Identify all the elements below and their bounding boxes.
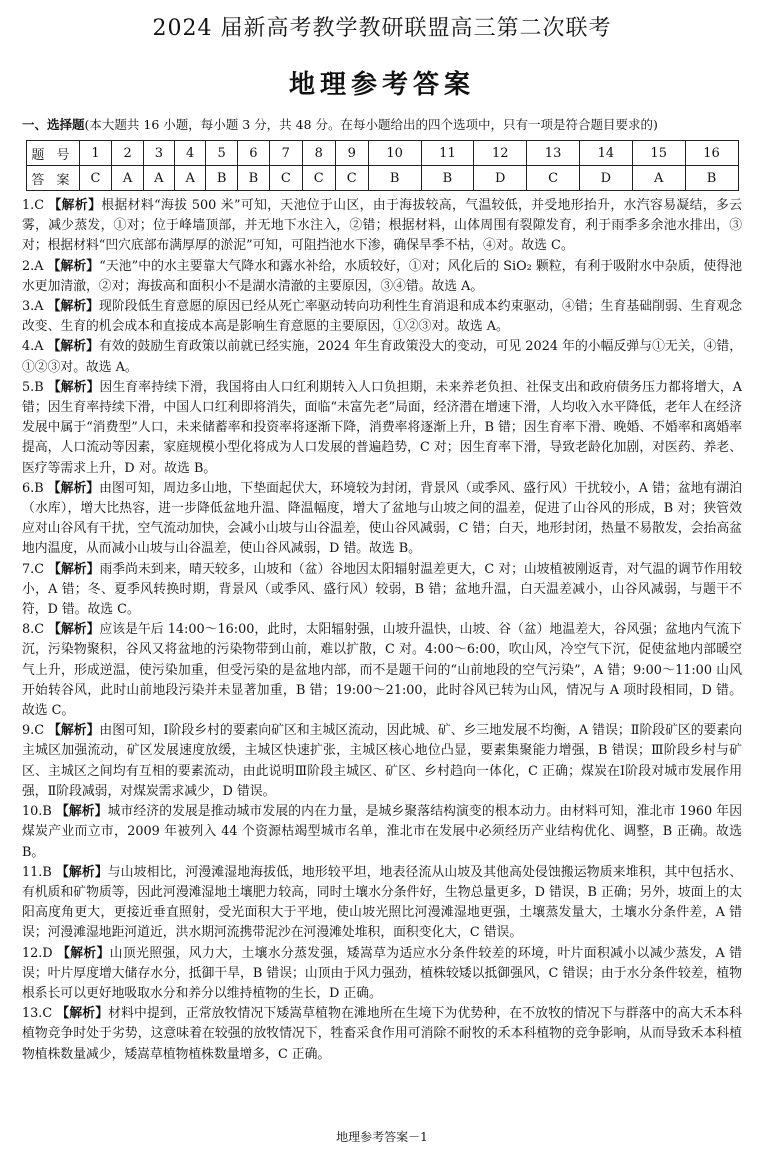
question-number-cell: 15: [632, 141, 685, 166]
item-text: 山顶光照强，风力大，土壤水分蒸发强，矮嵩草为适应水分条件较差的环境，叶片面积减小以减少蒸发，A 错误；叶片厚度增大储存水分，抵御干旱，B 错误；山顶由于风力强劲，植株较矮以抵御强风，C 错误；由于水分条件较差，植物根系长可以更好地吸取水分和养分以维持植物的生长，D 正确。: [22, 945, 743, 1001]
question-number-cell: 14: [579, 141, 632, 166]
question-number-cell: 3: [143, 141, 174, 166]
item-number: 2.A: [22, 258, 44, 274]
analysis-tag: 【解析】: [48, 723, 100, 739]
explanation-item: [22, 802, 742, 863]
explanation-item: [22, 560, 742, 621]
question-number-cell: 11: [421, 141, 474, 166]
item-number: 13.C: [22, 1006, 53, 1022]
analysis-tag: 【解析】: [55, 804, 108, 820]
explanation-item: [22, 337, 742, 377]
question-number-cell: 9: [335, 141, 368, 166]
section-note: (本大题共 16 小题，每小题 3 分，共 48 分。在每小题给出的四个选项中，只有一项是符合题目要求的): [84, 117, 658, 132]
section-heading: [22, 116, 742, 133]
question-number-cell: 12: [474, 141, 527, 166]
exam-title: 2024 届新高考教学教研联盟高三第二次联考: [152, 16, 612, 41]
explanation-item: [22, 1004, 742, 1065]
item-text: 由图可知，Ⅰ阶段乡村的要素向矿区和主城区流动，因此城、矿、乡三地发展不均衡，A 错误；Ⅱ阶段矿区的要素向主城区加强流动，矿区发展速度放缓，主城区快速扩张，主城区核心地位凸显，要素集聚能力增强，B 错误；Ⅲ阶段乡村与矿区、主城区之间均有互相的要素流动，由此说明Ⅲ阶段主城区、矿区、乡村趋向一体化，C 正确；煤炭在Ⅰ阶段对城市发展作用强，Ⅱ阶段减弱，对煤炭需求减少，D 错误。: [22, 723, 742, 799]
item-text: 应该是午后 14:00～16:00，此时，太阳辐射强，山坡升温快，山坡、谷（盆）地温差大，谷风强；盆地内气流下沉，污染物聚积，谷风又将盆地的污染物带到山前，难以扩散，C 对。4:00～6:00，吹山风，冷空气下沉，促使盆地内部暖空气上升，形成逆温，使污染加重，但受污染的是盆地内部，而不是题干问的“山前地段的空气污染”，A 错；9:00～11:00 山风开始转谷风，此时山前地段污染并未显著加重，B 错；19:00～21:00，此时谷风已转为山风，情况与 A 项时段相同，D 错。故选 C。: [22, 622, 743, 719]
question-number-cell: 8: [302, 141, 335, 166]
analysis-tag: 【解析】: [47, 339, 99, 355]
analysis-tag: 【解析】: [55, 864, 108, 880]
analysis-tag: 【解析】: [48, 622, 100, 638]
analysis-tag: 【解析】: [57, 945, 110, 961]
answer-cell: A: [175, 166, 206, 191]
explanation-item: [22, 479, 742, 560]
document-title: 地理参考答案: [288, 70, 475, 100]
answer-table: [26, 140, 739, 191]
answer-cell: C: [302, 166, 335, 191]
item-text: “天池”中的水主要靠大气降水和露水补给，水质较好，①对；风化后的 SiO₂ 颗粒，有利于吸附水中杂质，使得池水更加清澈，②对；海拔高和面积小不是湖水清澈的主要原因，③④错。故选 A。: [22, 258, 743, 294]
analysis-tag: 【解析】: [48, 561, 100, 577]
analysis-tag: 【解析】: [47, 299, 100, 315]
item-number: 8.C: [22, 622, 45, 638]
explanation-item: [22, 944, 742, 1005]
analysis-tag: 【解析】: [47, 258, 100, 274]
answer-cell: C: [335, 166, 368, 191]
question-number-cell: 13: [527, 141, 580, 166]
item-text: 由图可知，周边多山地，下垫面起伏大，环境较为封闭，背景风（或季风、盛行风）干扰较小，A 错；盆地有湖泊（水库），增大比热容，进一步降低盆地升温、降温幅度，增大了盆地与山坡之间的温差，促进了山谷风的形成，B 对；狭管效应对山谷风有干扰，空气流动加快，会减小山坡与山谷温差，使山谷风减弱，C 错；白天，地形封闭，热量不易散发，会抬高盆地内温度，从而减小山坡与山谷温差，使山谷风减弱，D 错。故选 B。: [22, 480, 743, 557]
answer-cell: B: [421, 166, 474, 191]
item-text: 与山坡相比，河漫滩湿地海拔低，地形较平坦，地表径流从山坡及其他高处侵蚀搬运物质来堆积，其中包括水、有机质和矿物质等，因此河漫滩湿地土壤肥力较高，同时土壤水分条件好，生物总量更多，D 错误，B 正确；另外，坡面上的太阳高度角更大，更接近垂直照射，受光面积大于平地，使山坡光照比河漫滩湿地更强，土壤蒸发量大，土壤水分条件差，A 错误；河漫滩湿地距河道近，洪水期河流携带泥沙在河漫滩处堆积，面积变化大，C 错误。: [22, 864, 743, 941]
item-text: 现阶段低生育意愿的原因已经从死亡率驱动转向功利性生育消退和成本约束驱动，④错；生育基础削弱、生育观念改变、生育的机会成本和直接成本高是影响生育意愿的主要原因，①②③对。故选 A。: [22, 299, 743, 335]
explanation-item: [22, 257, 742, 297]
item-number: 5.B: [22, 379, 44, 395]
row-label-number: 题 号: [26, 141, 79, 166]
question-number-cell: 1: [79, 141, 112, 166]
question-number-cell: 7: [269, 141, 302, 166]
explanation-item: [22, 378, 742, 479]
question-number-cell: 6: [238, 141, 270, 166]
page-footer: 地理参考答案－1: [336, 1130, 428, 1144]
item-text: 根据材料“海拔 500 米”可知，天池位于山区，由于海拔较高，气温较低，并受地形抬升，水汽容易凝结，多云雾，减少蒸发，①对；位于峰墙顶部，并无地下水注入，②错；根据材料，山体周围有裂隙发育，利于雨季多余池水排出，③对；根据材料“凹穴底部布满厚厚的淤泥”可知，可阻挡池水下渗，确保旱季不枯，④对。故选 C。: [22, 198, 742, 254]
answer-cell: D: [579, 166, 632, 191]
answer-cell: B: [368, 166, 421, 191]
answer-cell: C: [269, 166, 302, 191]
answer-cell: A: [112, 166, 143, 191]
question-number-cell: 16: [685, 141, 738, 166]
question-number-cell: 5: [206, 141, 238, 166]
item-text: 城市经济的发展是推动城市发展的内在力量，是城乡聚落结构演变的根本动力。由材料可知，淮北市 1960 年因煤炭产业而立市，2009 年被列入 44 个资源枯竭型城市名单，淮北市在发展中必须经历产业结构优化、调整，B 正确。故选 B。: [22, 804, 743, 860]
item-number: 3.A: [22, 299, 44, 315]
explanation-item: [22, 297, 742, 337]
question-number-cell: 2: [112, 141, 143, 166]
answer-cell: D: [474, 166, 527, 191]
item-text: 雨季尚未到来，晴天较多，山坡和（盆）谷地因太阳辐射温差更大，C 对；山坡植被刚返青，对气温的调节作用较小，A 错；冬、夏季风转换时期，背景风（或季风、盛行风）较弱，B 错；盆地升温，白天温差减小，山谷风减弱，与题干不符，D 错。故选 C。: [22, 561, 743, 618]
item-number: 4.A: [22, 339, 44, 355]
explanation-list: [22, 196, 742, 1065]
item-number: 7.C: [22, 561, 45, 577]
item-number: 6.B: [22, 480, 44, 496]
analysis-tag: 【解析】: [47, 480, 100, 496]
answer-cell: C: [527, 166, 580, 191]
question-number-cell: 4: [175, 141, 206, 166]
explanation-item: [22, 196, 742, 257]
row-label-answer: 答 案: [26, 166, 79, 191]
analysis-tag: 【解析】: [48, 198, 102, 213]
item-text: 因生育率持续下滑，我国将由人口红利期转入人口负担期，未来养老负担、社保支出和政府债务压力都将增大，A 错；因生育率持续下滑，中国人口红利即将消失，面临“未富先老”局面，经济潜在增速下滑，人均收入水平降低，老年人在经济发展中属于“消费型”人口，未来储蓄率和投资率将逐渐下降，消费率将逐渐上升，B 错；因生育率下滑、晚婚、不婚率和离婚率提高，人口流动等因素，家庭规模小型化将成为人口发展的普遍趋势，C 对；因生育率下滑，导致老龄化加剧，对医药、养老、医疗等需求上升，D 对。故选 B。: [22, 379, 743, 476]
explanation-item: [22, 863, 742, 944]
item-number: 12.D: [22, 945, 53, 961]
analysis-tag: 【解析】: [47, 379, 100, 395]
answer-cell: B: [238, 166, 270, 191]
item-number: 1.C: [22, 198, 45, 213]
answer-table-number-row: [26, 141, 738, 166]
answer-table-answer-row: [26, 166, 738, 191]
item-text: 材料中提到，正常放牧情况下矮嵩草植物在滩地所在生境下为优势种，在不放牧的情况下与群落中的高大禾本科植物竞争时处于劣势，这意味着在较强的放牧情况下，牲畜采食作用可消除不耐牧的禾本科植物的竞争影响，从而导致禾本科植物植株数量减少，矮嵩草植物植株数量增多，C 正确。: [22, 1006, 743, 1062]
item-number: 11.B: [22, 864, 52, 880]
item-number: 9.C: [22, 723, 45, 739]
question-number-cell: 10: [368, 141, 421, 166]
answer-cell: A: [632, 166, 685, 191]
answer-cell: A: [143, 166, 174, 191]
explanation-item: [22, 620, 742, 721]
answer-cell: B: [685, 166, 738, 191]
analysis-tag: 【解析】: [56, 1006, 109, 1022]
item-text: 有效的鼓励生育政策以前就已经实施，2024 年生育政策没大的变动，可见 2024 年的小幅反弹与①无关，④错，①②③对。故选 A。: [22, 339, 742, 375]
answer-cell: B: [206, 166, 238, 191]
item-number: 10.B: [22, 804, 52, 820]
answer-cell: C: [79, 166, 112, 191]
explanation-item: [22, 721, 742, 802]
section-lead: 一、选择题: [22, 117, 85, 132]
